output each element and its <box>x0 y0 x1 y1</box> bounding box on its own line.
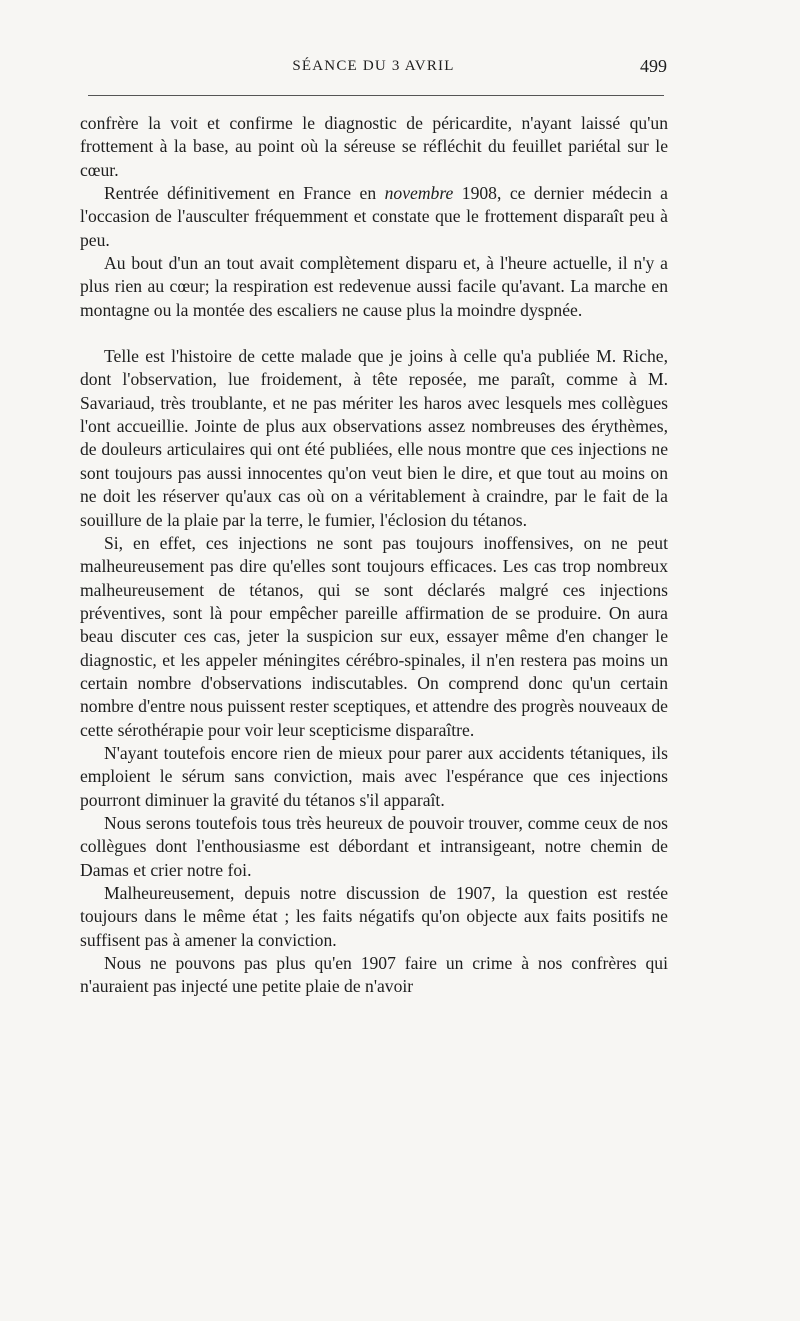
paragraph: Nous serons toutefois tous très heureux de pouvoir trouver, comme ceux de nos collègues dont l'enthousiasme est débordant et intransigeant, notre chemin de Damas et crier notre foi. <box>80 812 668 880</box>
page-number: 499 <box>640 56 667 76</box>
body-text <box>80 112 668 999</box>
header-rule <box>88 95 664 96</box>
page-header <box>80 58 667 84</box>
paragraph: Si, en effet, ces injections ne sont pas toujours inoffensives, on ne peut malheureusement pas dire qu'elles sont toujours efficaces. Les cas trop nombreux malheureusement de tétanos, qui se sont déclarés malgré ces injections préventives, sont là pour empêcher pareille affirmation de se produire. On aura beau discuter ces cas, jeter la suspicion sur eux, essayer même d'en changer le diagnostic, et les appeler méningites cérébro-spinales, il n'en restera pas moins un certain nombre d'observations indiscutables. On comprend donc qu'un certain nombre d'entre nous puissent rester sceptiques, et attendre des progrès nouveaux de cette sérothérapie pour voir leur scepticisme disparaître. <box>80 532 668 740</box>
italic-text: novembre <box>384 183 454 204</box>
paragraph: Malheureusement, depuis notre discussion de 1907, la question est restée toujours dans le même état ; les faits négatifs qu'on objecte aux faits positifs ne suffisent pas à amener la conviction. <box>80 883 668 950</box>
paragraph: N'ayant toutefois encore rien de mieux pour parer aux accidents tétaniques, ils emploient le sérum sans conviction, mais avec l'espérance que ces injections pourront diminuer la gravité du tétanos s'il apparaît. <box>80 742 668 810</box>
paragraph: confrère la voit et confirme le diagnostic de péricardite, n'ayant laissé qu'un frottement à la base, au point où la séreuse se réfléchit du feuillet pariétal sur le cœur. <box>80 113 668 180</box>
text-run: Rentrée définitivement en France en <box>104 183 385 204</box>
running-title: SÉANCE DU 3 AVRIL <box>292 58 455 74</box>
paragraph <box>80 182 668 252</box>
paragraph: Au bout d'un an tout avait complètement disparu et, à l'heure actuelle, il n'y a plus rien au cœur; la respiration est redevenue aussi facile qu'avant. La marche en montagne ou la montée des escaliers ne cause plus la moindre dyspnée. <box>80 253 668 320</box>
paragraph: Telle est l'histoire de cette malade que je joins à celle qu'a publiée M. Riche, dont l'observation, lue froidement, à tête reposée, me paraît, comme à M. Savariaud, très troublante, et ne pas mériter les haros avec lesquels mes collègues l'ont accueillie. Jointe de plus aux observations assez nombreuses des érythèmes, de douleurs articulaires qui ont été publiées, elle nous montre que ces injections ne sont toujours pas aussi innocentes qu'on veut bien le dire, et que tout au moins on ne doit les réserver qu'aux cas où on a véritablement à craindre, par le fait de la souillure de la plaie par la terre, le fumier, l'éclosion du tétanos. <box>80 346 668 530</box>
paragraph: Nous ne pouvons pas plus qu'en 1907 faire un crime à nos confrères qui n'auraient pas injecté une petite plaie de n'avoir <box>80 953 668 997</box>
text-run: 1908, ce dernier médecin a l'occasion de l'ausculter fréquemment et constate que le frottement disparaît peu à peu. <box>80 183 668 250</box>
